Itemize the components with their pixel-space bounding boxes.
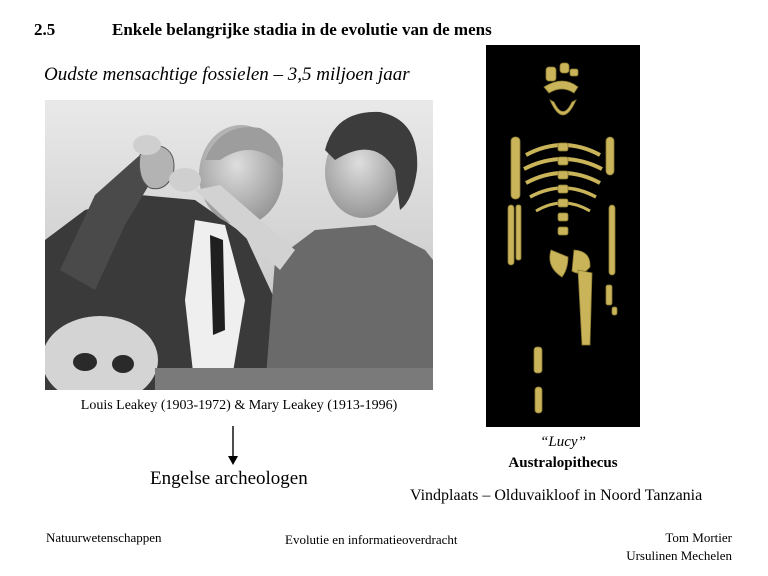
leakey-photo: [45, 100, 433, 390]
lucy-name: “Lucy”: [540, 434, 586, 450]
section-title: Enkele belangrijke stadia in de evolutie van de mens: [112, 20, 492, 39]
lucy-genus: Australopithecus: [508, 455, 618, 471]
footer-author-name: Tom Mortier: [665, 530, 732, 545]
archaeologists-label: Engelse archeologen: [150, 468, 308, 489]
find-location: Vindplaats – Olduvaikloof in Noord Tanzania: [410, 487, 703, 504]
section-number: 2.5: [34, 20, 56, 39]
footer-subject: Natuurwetenschappen: [46, 530, 162, 545]
down-arrow-icon: [226, 426, 240, 466]
subtitle: Oudste mensachtige fossielen – 3,5 miljoen jaar: [44, 64, 410, 85]
lucy-skeleton-photo: [486, 45, 640, 427]
footer-topic: Evolutie en informatieoverdracht: [285, 532, 458, 547]
footer-school: Ursulinen Mechelen: [626, 548, 732, 563]
photo-caption: Louis Leakey (1903-1972) & Mary Leakey (1913-1996): [80, 398, 398, 413]
footer-author: [626, 529, 732, 565]
